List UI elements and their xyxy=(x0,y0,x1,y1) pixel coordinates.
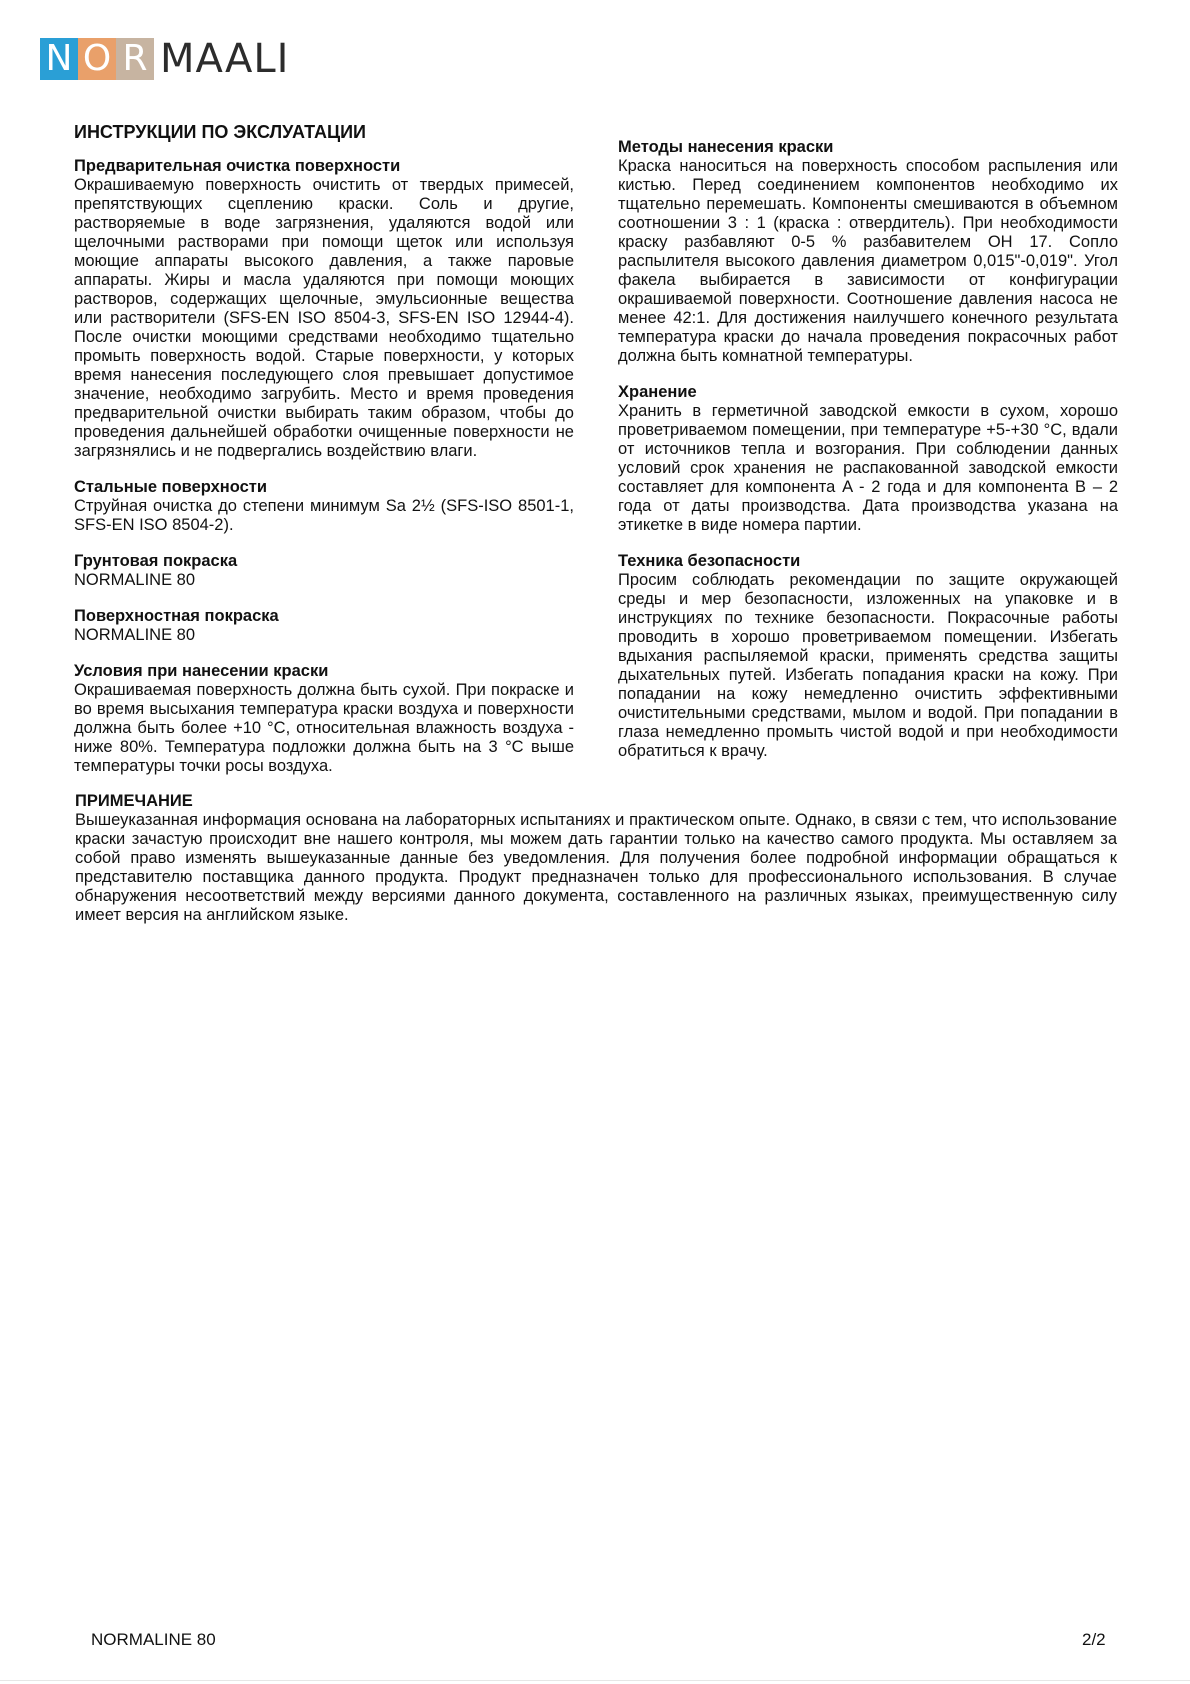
section-application-methods xyxy=(618,138,1118,366)
section-safety xyxy=(618,552,1118,761)
section-application-conditions xyxy=(74,662,574,776)
footer-page-number: 2/2 xyxy=(1082,1630,1106,1649)
section-text: Просим соблюдать рекомендации по защите окружающей среды и мер безопасности, изложенных на упаковке и в инструкциях по технике безопасности. Покрасочные работы проводить в хорошо проветриваемом помещении. Избегать вдыхания распыляемой краски, применять средства защиты дыхательных путей. Избегать попадания краски на кожу. При попадании на кожу немедленно очистить эффективными очистительными средствами, мылом и водой. При попадании в глаза немедленно промыть чистой водой и при необходимости обратиться к врачу. xyxy=(618,571,1118,760)
note-section xyxy=(75,792,1117,925)
section-heading: Условия при нанесении краски xyxy=(74,662,329,680)
left-column xyxy=(74,157,574,793)
section-steel-surfaces xyxy=(74,478,574,535)
section-text: Краска наноситься на поверхность способом распыления или кистью. Перед соединением компонентов необходимо их тщательно перемешать. Компоненты смешиваются в объемном соотношении 3 : 1 (краска : отвердитель). При необходимости краску разбавляют 0-5 % разбавителем OH 17. Сопло распылителя высокого давления диаметром 0,015"-0,019". Угол факела выбирается в зависимости от конфигурации окрашиваемой поверхности. Соотношение давления насоса не менее 42:1. Для достижения наилучшего конечного результата температура краски до начала проведения покрасочных работ должна быть комнатной температуры. xyxy=(618,157,1118,365)
section-heading: Хранение xyxy=(618,383,697,401)
section-text: NORMALINE 80 xyxy=(74,626,196,644)
section-heading: Техника безопасности xyxy=(618,552,801,570)
section-text: Хранить в герметичной заводской емкости в сухом, хорошо проветриваемом помещении, при температуре +5-+30 °C, вдали от источников тепла и возгорания. При соблюдении данных условий срок хранения не распакованной заводской емкости составляет для компонента A - 2 года и для компонента B – 2 года от даты производства. Дата производства указана на этикетке в виде номера партии. xyxy=(618,402,1118,534)
section-heading: Грунтовая покраска xyxy=(74,552,238,570)
section-text: Струйная очистка до степени минимум Sa 2½ (SFS-ISO 8501-1, SFS-EN ISO 8504-2). xyxy=(74,497,574,534)
note-text: Вышеуказанная информация основана на лабораторных испытаниях и практическом опыте. Однако, в связи с тем, что использование краски зачастую происходит вне нашего контроля, мы можем дать гарантии только на качество самого продукта. Мы оставляем за собой право изменять вышеуказанные данные без уведомления. Для получения более подробной информации обращаться к представителю поставщика данного продукта. Продукт предназначен только для профессионального использования. В случае обнаружения несоответствий между версиями данного документа, составленного на различных языках, преимущественную силу имеет версия на английском языке. xyxy=(75,811,1117,924)
section-text: Окрашиваемая поверхность должна быть сухой. При покраске и во время высыхания температура краски воздуха и поверхности должна быть более +10 °C, относительная влажность воздуха - ниже 80%. Температура подложки должна быть на 3 °C выше температуры точки росы воздуха. xyxy=(74,681,574,775)
section-heading: Методы нанесения краски xyxy=(618,138,834,156)
right-column xyxy=(618,138,1118,778)
logo-letter-r: R xyxy=(116,38,154,80)
company-logo xyxy=(40,38,289,80)
section-surface-preparation xyxy=(74,157,574,461)
footer-product-name: NORMALINE 80 xyxy=(91,1630,216,1649)
logo-letter-n: N xyxy=(40,38,78,80)
section-primer xyxy=(74,552,574,590)
section-heading: Стальные поверхности xyxy=(74,478,268,496)
section-heading: Поверхностная покраска xyxy=(74,607,279,625)
page-bottom-divider xyxy=(0,1680,1190,1681)
page-title: ИНСТРУКЦИИ ПО ЭКСЛУАТАЦИИ xyxy=(74,122,366,142)
section-text: Окрашиваемую поверхность очистить от твердых примесей, препятствующих сцеплению краски. Соль и другие, растворяемые в воде загрязнения, удаляются водой или щелочными растворами при помощи щеток или используя моющие аппараты высокого давления, а также паровые аппараты. Жиры и масла удаляются при помощи моющих растворов, содержащих щелочные, эмульсионные вещества или растворители (SFS-EN ISO 8504-3, SFS-EN ISO 12944-4). После очистки моющими средствами необходимо тщательно промыть поверхность водой. Старые поверхности, у которых время нанесения последующего слоя превышает допустимое значение, необходимо загрубить. Место и время проведения предварительной очистки выбирать таким образом, чтобы до проведения дальнейшей обработки очищенные поверхности не загрязнялись и не подвергались воздействию влаги. xyxy=(74,176,574,460)
logo-text: MAALI xyxy=(160,36,290,82)
note-heading: ПРИМЕЧАНИЕ xyxy=(75,792,193,810)
section-text: NORMALINE 80 xyxy=(74,571,196,589)
section-topcoat xyxy=(74,607,574,645)
section-storage xyxy=(618,383,1118,535)
section-heading: Предварительная очистка поверхности xyxy=(74,157,401,175)
logo-letter-o: O xyxy=(78,38,116,80)
